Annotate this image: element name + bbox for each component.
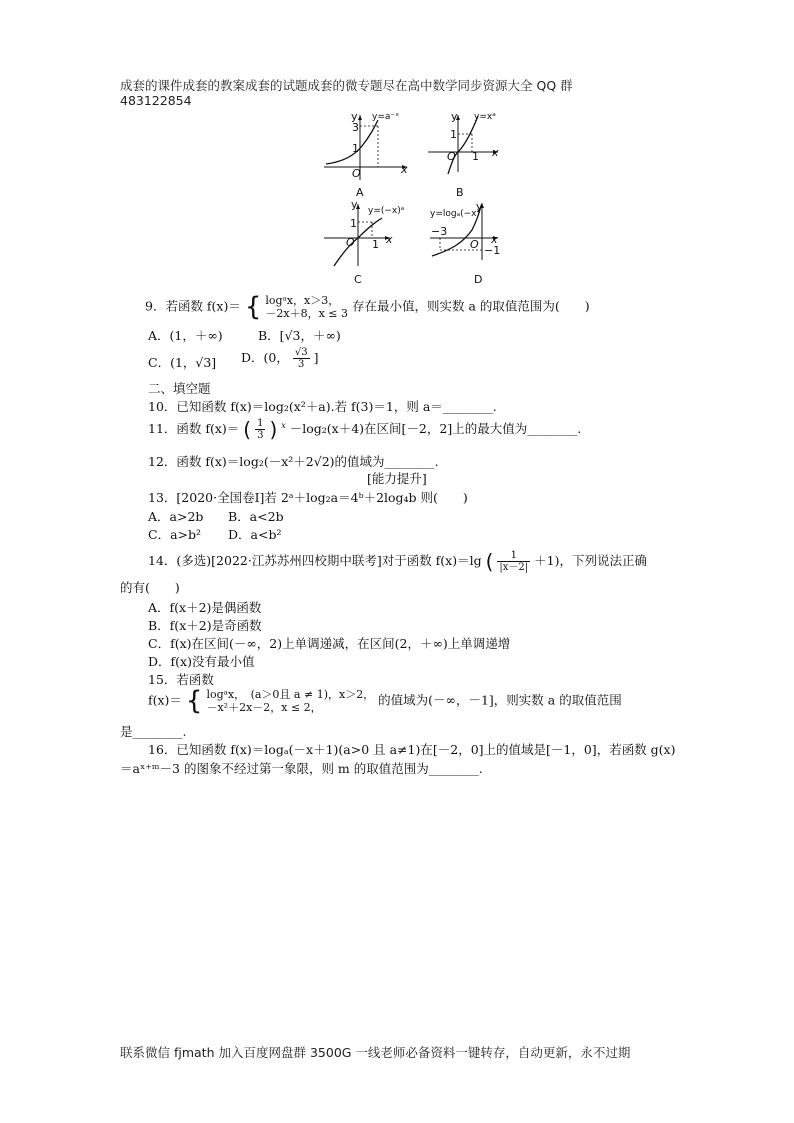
q14-num: 1 <box>497 550 530 562</box>
q9-option-b: B．[√3，＋∞) <box>258 328 341 343</box>
graph-a <box>322 112 412 182</box>
graph-b-curve-label: y=xᵃ <box>474 112 496 122</box>
q9-option-d-post: ] <box>313 350 319 365</box>
ability-heading: [能力提升] <box>367 471 427 486</box>
q11-fraction <box>255 418 265 441</box>
q13-option-d: D．a<b² <box>228 527 282 542</box>
q14-stem-pre: 14．(多选)[2022·江苏苏州四校期中联考]对于函数 f(x)＝lg <box>148 553 482 568</box>
q14-option-d: D．f(x)没有最小值 <box>148 654 255 669</box>
q15-brace: { <box>185 686 203 716</box>
q16-line-2: ＝aˣ⁺ᵐ－3 的图象不经过第一象限，则 m 的取值范围为________. <box>120 761 483 776</box>
q13-option-b: B．a<2b <box>228 509 284 524</box>
question-11 <box>148 418 581 441</box>
graph-d-curve-label: y=logₐ(−x) <box>430 209 481 219</box>
q9-option-d-fraction <box>293 347 310 370</box>
q9-prefix: 9．若函数 f(x)＝ <box>145 298 241 314</box>
graph-a-y-label: y <box>351 110 358 123</box>
question-15: 15．若函数 <box>148 672 214 687</box>
graph-c-caption: C <box>354 273 362 286</box>
q9-case-2: －2x＋8，x ≤ 3 <box>265 307 348 320</box>
question-16: 16．已知函数 f(x)＝logₐ(－x＋1)(a>0 且 a≠1)在[－2，0]上的值域是[－1，0]，若函数 g(x) <box>148 742 676 757</box>
q14-option-c: C．f(x)在区间(－∞，2)上单调递减，在区间(2，＋∞)上单调递增 <box>148 636 511 651</box>
graph-d-tick-y: −1 <box>484 244 501 257</box>
graph-d-y-label: y <box>476 200 483 213</box>
q14-option-a: A．f(x＋2)是偶函数 <box>148 600 262 615</box>
header-line-1: 成套的课件成套的教案成套的试题成套的微专题尽在高中数学同步资源大全 QQ 群 <box>120 78 573 93</box>
question-9 <box>145 294 590 320</box>
graph-d-caption: D <box>474 273 483 286</box>
graph-a-origin: O <box>352 167 361 180</box>
footer-text: 联系微信 fjmath 加入百度网盘群 3500G 一线老师必备资料一键转存，自动更新，永不过期 <box>120 1045 631 1060</box>
q11-exp: x <box>281 421 286 430</box>
graph-c-tick-x: 1 <box>372 238 379 251</box>
graph-a-tick-3: 3 <box>352 121 359 134</box>
q11-paren-close: ) <box>269 417 278 442</box>
graph-c-tick-1: 1 <box>350 217 357 230</box>
q9-option-d-pre: D．(0， <box>241 350 289 365</box>
graph-a-x-label: x <box>401 163 408 176</box>
q14-fraction <box>497 550 530 573</box>
q15-cases <box>206 688 374 714</box>
question-10: 10．已知函数 f(x)＝log₂(x²＋a).若 f(3)＝1，则 a＝________. <box>148 399 497 414</box>
q11-post: －log₂(x＋4)在区间[－2，2]上的最大值为________. <box>289 421 582 437</box>
q9-option-a: A．(1，＋∞) <box>148 328 223 343</box>
q14-stem-post: ＋1)，下列说法正确 <box>534 553 647 568</box>
q15-fx: f(x)＝ <box>148 692 182 708</box>
question-14 <box>148 550 647 573</box>
graph-b-tick-x: 1 <box>472 150 479 163</box>
graph-a-tick-1: 1 <box>352 142 359 155</box>
q9-suffix: 存在最小值，则实数 a 的取值范围为( ) <box>351 298 590 314</box>
q9-option-c: C．(1，√3] <box>148 355 217 370</box>
q11-den: 3 <box>257 430 264 442</box>
q15-function <box>148 688 622 714</box>
q9-case-1: logᵃx，x＞3， <box>265 294 340 307</box>
q15-case-2: －x²＋2x－2，x ≤ 2， <box>206 701 322 714</box>
graph-a-caption: A <box>356 186 364 199</box>
graph-b-origin: O <box>447 150 456 163</box>
q15-post: 的值域为(－∞，－1]，则实数 a 的取值范围 <box>378 692 622 708</box>
q9-option-d-num: √3 <box>294 347 308 358</box>
q11-pre: 11．函数 f(x)＝ <box>148 421 240 437</box>
q9-option-d <box>241 347 318 370</box>
graph-d-x-label: x <box>491 233 498 246</box>
header-line-2: 483122854 <box>120 93 192 108</box>
q13-option-a: A．a>2b <box>148 509 204 524</box>
q14-option-b: B．f(x＋2)是奇函数 <box>148 618 262 633</box>
q14-den: |x－2| <box>499 562 529 573</box>
q11-num: 1 <box>257 418 264 430</box>
question-13: 13．[2020·全国卷Ⅰ]若 2ᵃ＋log₂a＝4ᵇ＋2log₄b 则( ) <box>148 490 468 505</box>
graph-b-caption: B <box>456 186 464 199</box>
q14-stem-line-2: 的有( ) <box>120 580 180 595</box>
graph-d-tick-x: −3 <box>431 225 448 238</box>
graph-a-curve-label: y=a⁻ˣ <box>372 112 400 122</box>
graph-b-tick-1: 1 <box>450 128 457 141</box>
graph-d-origin: O <box>470 238 479 251</box>
q11-paren-open: ( <box>243 417 252 442</box>
graph-b-y-label: y <box>451 110 458 123</box>
q13-option-c: C．a>b² <box>148 527 202 542</box>
section-fill-in: 二、填空题 <box>148 381 211 396</box>
graph-c-curve-label: y=(−x)ᵃ <box>368 206 405 216</box>
q14-paren-open: ( <box>485 549 494 574</box>
graph-b-x-label: x <box>492 146 499 159</box>
graph-c-x-label: x <box>386 233 393 246</box>
q9-option-d-den: 3 <box>298 359 305 370</box>
q15-case-1: logᵃx， (a＞0且 a ≠ 1)，x＞2， <box>206 688 375 701</box>
q9-brace: { <box>244 292 262 322</box>
q9-cases <box>265 294 348 320</box>
q15-line-3: 是________. <box>120 724 187 739</box>
graph-c-origin: O <box>346 236 355 249</box>
question-12: 12．函数 f(x)＝log₂(－x²＋2√2)的值域为________. <box>148 454 439 469</box>
graph-c-y-label: y <box>351 198 358 211</box>
